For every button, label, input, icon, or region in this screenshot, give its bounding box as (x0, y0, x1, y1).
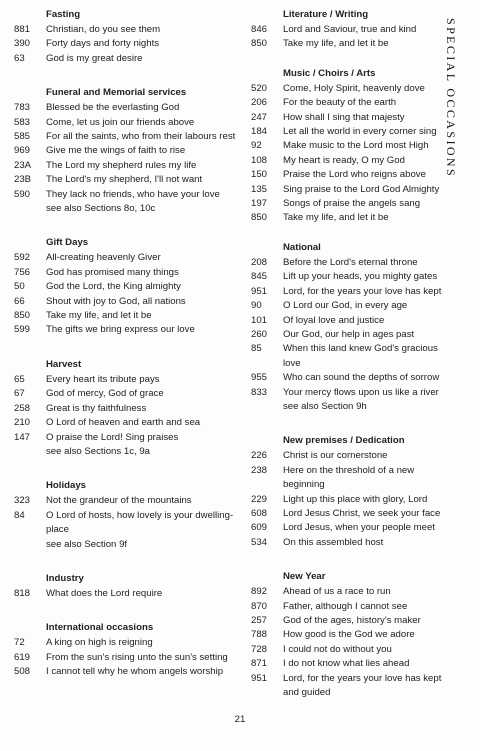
hymn-title: How shall I sing that majesty (283, 111, 405, 123)
hymn-number: 951 (251, 672, 268, 684)
section-title: New Year (283, 571, 326, 583)
hymn-entry (251, 328, 456, 342)
hymn-number: 845 (251, 271, 268, 283)
hymn-number: 583 (14, 116, 31, 128)
hymn-entry (14, 387, 242, 401)
hymn-entry (251, 270, 456, 284)
hymn-entry (251, 585, 456, 599)
hymn-number: 226 (251, 450, 268, 462)
hymn-number: 833 (251, 386, 268, 398)
hymn-entry (251, 211, 456, 225)
hymn-entry (251, 657, 456, 671)
hymn-title: O Lord our God, in every age (283, 300, 408, 312)
hymn-entry (14, 587, 242, 601)
page-number: 21 (234, 714, 246, 725)
section-gap (14, 66, 242, 86)
hymn-title: The Lord's my shepherd, I'll not want (46, 174, 203, 186)
hymn-number: 247 (251, 111, 268, 123)
hymn-title: Not the grandeur of the mountains (46, 495, 192, 507)
see-also-note: see also Sections 8o, 10c (46, 203, 156, 215)
hymn-number: 783 (14, 102, 31, 114)
hymn-title: Sing praise to the Lord God Almighty (283, 183, 440, 195)
hymn-number: 850 (14, 310, 31, 322)
hymn-entry (251, 600, 456, 614)
hymn-title: Come, Holy Spirit, heavenly dove (283, 82, 425, 94)
hymn-entry (251, 342, 456, 371)
hymn-number: 184 (251, 126, 268, 138)
hymn-title: Of loyal love and justice (283, 314, 385, 326)
section-title: National (283, 241, 321, 253)
hymn-number: 969 (14, 145, 31, 157)
hymn-number: 870 (251, 600, 268, 612)
hymn-number: 818 (14, 587, 31, 599)
hymn-entry (251, 111, 456, 125)
hymn-entry (14, 636, 242, 650)
hymn-number: 871 (251, 658, 268, 670)
left-column (14, 8, 242, 680)
hymn-title: I do not know what lies ahead (283, 658, 410, 670)
hymn-entry (251, 493, 456, 507)
hymn-title: How good is the God we adore (283, 629, 415, 641)
hymn-number: 92 (251, 140, 262, 152)
hymn-title: God has promised many things (46, 266, 179, 278)
hymn-number: 258 (14, 402, 31, 414)
hymn-number: 585 (14, 131, 31, 143)
section-gap (251, 52, 456, 67)
section-title: Literature / Writing (283, 9, 369, 20)
hymn-title: Lord Jesus Christ, we seek your face (283, 507, 441, 519)
hymn-entry (251, 183, 456, 197)
hymn-title: All-creating heavenly Giver (46, 252, 161, 264)
index-section (14, 572, 242, 601)
hymn-number: 66 (14, 295, 25, 307)
hymn-number: 229 (251, 493, 268, 505)
hymn-number: 206 (251, 97, 268, 109)
section-title: Industry (46, 572, 84, 584)
hymn-number: 67 (14, 388, 25, 400)
hymn-number: 951 (251, 285, 268, 297)
hymn-entry (251, 628, 456, 642)
section-gap (251, 226, 456, 241)
hymn-entry (251, 314, 456, 328)
hymn-entry (251, 197, 456, 211)
hymn-title: Lord and Saviour, true and kind (283, 24, 417, 35)
hymn-number: 520 (251, 82, 268, 94)
index-section (251, 241, 456, 414)
hymn-entry (251, 96, 456, 110)
hymn-title: Take my life, and let it be (46, 310, 152, 322)
hymn-entry (14, 101, 242, 115)
hymn-entry (14, 431, 242, 445)
hymn-number: 609 (251, 522, 268, 534)
hymn-number: 135 (251, 183, 268, 195)
hymn-number: 90 (251, 300, 262, 312)
index-section (251, 570, 456, 700)
hymn-title: Blessed be the everlasting God (46, 102, 180, 114)
section-gap (14, 552, 242, 572)
hymn-title: Every heart its tribute pays (46, 373, 160, 385)
hymn-entry (14, 116, 242, 130)
hymn-entry (251, 299, 456, 313)
hymn-number: 108 (251, 154, 268, 166)
section-title: Holidays (46, 480, 86, 492)
hymn-number: 197 (251, 198, 268, 210)
hymn-title: Ahead of us a race to run (283, 586, 391, 598)
hymn-number: 534 (251, 536, 268, 548)
hymn-entry (251, 521, 456, 535)
hymn-number: 788 (251, 629, 268, 641)
index-section (14, 8, 242, 66)
hymn-title: Shout with joy to God, all nations (46, 295, 186, 307)
hymn-entry (14, 402, 242, 416)
hymn-number: 390 (14, 38, 31, 50)
hymn-title: Forty days and forty nights (46, 38, 160, 50)
hymn-title: My heart is ready, O my God (283, 154, 405, 166)
hymn-title: Give me the wings of faith to rise (46, 145, 186, 157)
hymn-title: God of mercy, God of grace (46, 388, 164, 400)
hymn-number: 508 (14, 666, 31, 678)
hymn-title: Lord Jesus, when your people meet (283, 522, 435, 534)
hymn-title: Who can sound the depths of sorrow (283, 372, 440, 384)
hymn-title: What does the Lord require (46, 587, 163, 599)
hymn-entry (251, 23, 456, 37)
see-also-note: see also Sections 1c, 9a (46, 445, 150, 457)
hymn-title: For all the saints, who from their labours rest (46, 131, 236, 143)
hymn-title: Praise the Lord who reigns above (283, 169, 426, 181)
hymn-title: Your mercy flows upon us like a river (283, 386, 439, 398)
hymn-title: Make music to the Lord most High (283, 140, 429, 152)
index-section (14, 358, 242, 459)
hymn-entry (14, 494, 242, 508)
hymn-title: When this land knew God's gracious love (283, 343, 438, 369)
hymn-entry (251, 37, 456, 51)
hymn-entry (251, 139, 456, 153)
hymn-entry (251, 536, 456, 550)
hymn-title: I cannot tell why he whom angels worship (46, 666, 224, 678)
section-title: Funeral and Memorial services (46, 87, 187, 99)
hymn-entry (14, 651, 242, 665)
hymn-entry (14, 52, 242, 66)
hymn-title: God the Lord, the King almighty (46, 281, 181, 293)
hymn-number: 23A (14, 159, 32, 171)
hymn-title: Before the Lord's eternal throne (283, 256, 418, 268)
hymn-title: Our God, our help in ages past (283, 328, 415, 340)
hymn-title: Take my life, and let it be (283, 38, 389, 50)
hymn-title: They lack no friends, who have your love (46, 188, 220, 200)
hymn-entry (14, 323, 242, 337)
see-also-note: see also Section 9f (46, 538, 128, 550)
hymn-number: 84 (14, 509, 25, 521)
hymn-entry (14, 173, 242, 187)
hymn-number: 147 (14, 431, 31, 443)
section-gap (14, 216, 242, 236)
hymn-number: 63 (14, 52, 25, 64)
index-section (251, 434, 456, 550)
hymn-number: 881 (14, 24, 31, 35)
section-title: New premises / Dedication (283, 435, 405, 447)
hymn-entry (251, 449, 456, 463)
right-column (251, 8, 456, 700)
section-gap (251, 414, 456, 434)
hymn-number: 850 (251, 38, 268, 50)
hymn-title: Take my life, and let it be (283, 212, 389, 224)
section-title: Harvest (46, 358, 82, 370)
hymn-entry (251, 256, 456, 270)
hymn-title: For the beauty of the earth (283, 97, 397, 109)
hymn-number: 238 (251, 464, 268, 476)
hymn-title: Great is thy faithfulness (46, 402, 147, 414)
hymn-number: 728 (251, 643, 268, 655)
hymn-entry (14, 188, 242, 202)
hymn-entry (251, 643, 456, 657)
hymn-entry (251, 285, 456, 299)
side-label: SPECIAL OCCASIONS (444, 18, 458, 179)
hymn-entry (14, 509, 242, 538)
section-title: Music / Choirs / Arts (283, 67, 376, 79)
hymn-entry (14, 159, 242, 173)
hymn-number: 850 (251, 212, 268, 224)
hymn-entry (14, 280, 242, 294)
hymn-number: 260 (251, 328, 268, 340)
hymn-number: 85 (251, 343, 262, 355)
hymn-number: 846 (251, 24, 268, 35)
hymn-entry (14, 373, 242, 387)
hymn-number: 592 (14, 252, 31, 264)
hymn-title: God is my great desire (46, 52, 143, 64)
index-section (14, 236, 242, 337)
section-title: Gift Days (46, 237, 89, 249)
section-title: Fasting (46, 9, 81, 20)
hymn-entry (14, 416, 242, 430)
hymn-number: 955 (251, 372, 268, 384)
hymn-number: 619 (14, 651, 31, 663)
hymn-title: The Lord my shepherd rules my life (46, 159, 197, 171)
hymn-number: 208 (251, 256, 268, 268)
hymn-entry (251, 168, 456, 182)
hymn-entry (14, 37, 242, 51)
hymn-title: Let all the world in every corner sing (283, 126, 437, 138)
hymn-title: Lift up your heads, you mighty gates (283, 271, 438, 283)
section-gap (14, 601, 242, 621)
hymn-entry (251, 507, 456, 521)
hymn-number: 72 (14, 637, 25, 649)
hymn-entry (14, 295, 242, 309)
hymn-title: Come, let us join our friends above (46, 116, 195, 128)
hymn-title: God of the ages, history's maker (283, 614, 421, 626)
hymn-title: Light up this place with glory, Lord (283, 493, 428, 505)
hymn-number: 50 (14, 281, 25, 293)
section-gap (251, 550, 456, 570)
hymn-title: I could not do without you (283, 643, 392, 655)
index-section (251, 67, 456, 226)
hymn-number: 599 (14, 324, 31, 336)
hymn-entry (14, 266, 242, 280)
hymn-title: A king on high is reigning (46, 637, 153, 649)
hymn-title: Songs of praise the angels sang (283, 198, 421, 210)
hymn-title: Father, although I cannot see (283, 600, 408, 612)
hymn-entry (251, 672, 456, 701)
hymn-title: The gifts we bring express our love (46, 324, 195, 336)
hymn-number: 608 (251, 507, 268, 519)
see-also-note: see also Section 9h (283, 400, 367, 412)
hymn-number: 257 (251, 614, 268, 626)
hymn-number: 323 (14, 495, 31, 507)
hymn-entry (14, 130, 242, 144)
hymn-entry (14, 251, 242, 265)
hymn-title: Here on the threshold of a new beginning (283, 464, 415, 491)
index-section (251, 8, 456, 52)
index-section (14, 86, 242, 216)
hymn-title: From the sun's rising unto the sun's setting (46, 651, 228, 663)
section-gap (14, 459, 242, 479)
hymn-number: 892 (251, 586, 268, 598)
hymn-title: Christ is our cornerstone (283, 450, 388, 462)
hymn-title: Christian, do you see them (46, 24, 161, 35)
hymn-title: O praise the Lord! Sing praises (46, 431, 179, 443)
section-gap (14, 338, 242, 358)
hymn-number: 65 (14, 373, 25, 385)
hymn-entry (251, 154, 456, 168)
hymn-entry (251, 371, 456, 385)
hymn-title: Lord, for the years your love has kept and guided (283, 672, 442, 699)
hymn-number: 756 (14, 266, 31, 278)
index-section (14, 621, 242, 679)
hymn-entry (251, 82, 456, 96)
hymn-number: 101 (251, 314, 268, 326)
index-section (14, 479, 242, 552)
hymn-entry (14, 665, 242, 679)
hymn-number: 150 (251, 169, 268, 181)
hymn-title: On this assembled host (283, 536, 384, 548)
hymn-entry (251, 614, 456, 628)
hymn-number: 210 (14, 417, 31, 429)
hymn-title: O Lord of heaven and earth and sea (46, 417, 201, 429)
hymn-title: Lord, for the years your love has kept (283, 285, 442, 297)
hymn-title: O Lord of hosts, how lovely is your dwelling-place (46, 509, 234, 536)
hymn-entry (251, 464, 456, 493)
hymn-entry (251, 386, 456, 400)
hymn-entry (14, 23, 242, 37)
hymn-number: 590 (14, 188, 31, 200)
hymn-number: 23B (14, 174, 32, 186)
section-title: International occasions (46, 622, 154, 634)
hymn-entry (14, 309, 242, 323)
hymn-entry (14, 144, 242, 158)
hymn-entry (251, 125, 456, 139)
